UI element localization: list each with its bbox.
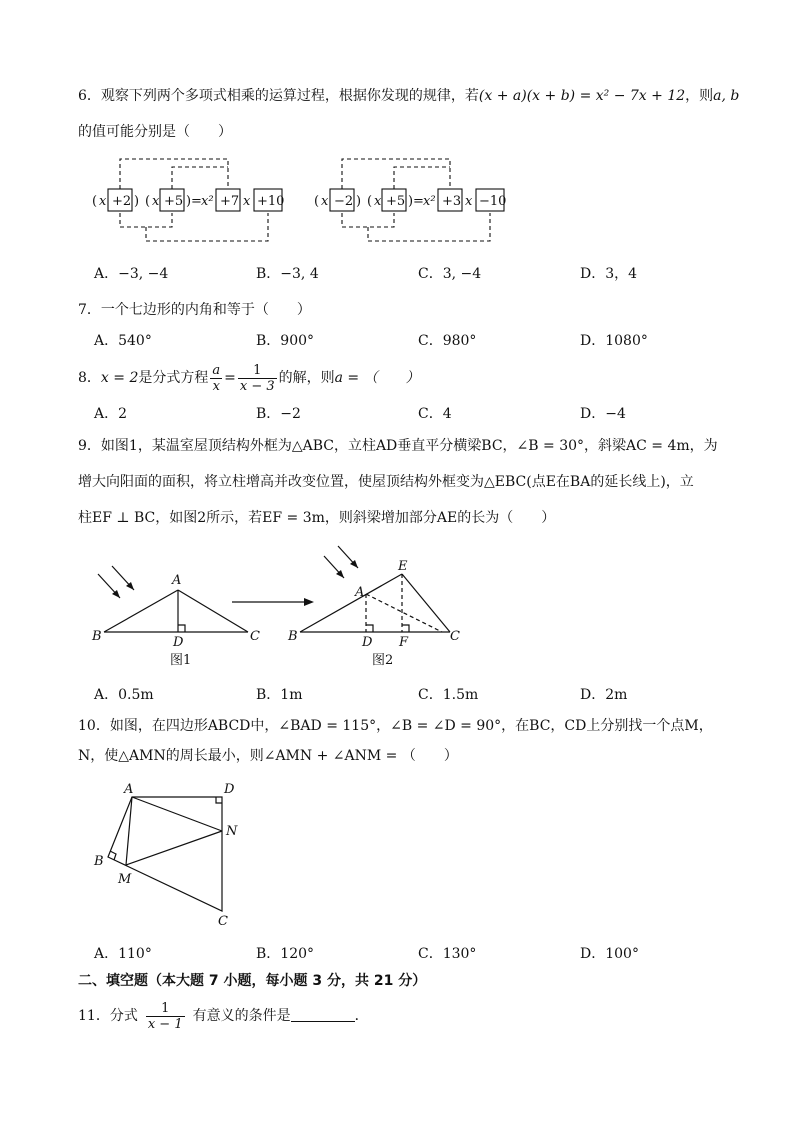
svg-text:(: ( <box>367 194 373 209</box>
svg-text:x²: x² <box>423 194 436 209</box>
svg-text:): ) <box>186 194 192 209</box>
q6-d2-c2: −10 <box>479 194 507 209</box>
svg-text:): ) <box>356 194 362 209</box>
q9-option-d[interactable]: D．2m <box>580 687 628 703</box>
svg-text:(: ( <box>314 194 320 209</box>
svg-text:=: = <box>191 194 202 209</box>
q6-option-a[interactable]: A．−3, −4 <box>94 266 169 282</box>
q9-line3: 柱EF ⊥ BC，如图2所示，若EF = 3m，则斜梁增加部分AE的长为（ ） <box>78 510 556 526</box>
q6-equation: (x + a)(x + b) = x² − 7x + 12 <box>478 88 686 104</box>
q9-fig1-label-a: A <box>172 573 182 588</box>
q11-answer-blank[interactable] <box>291 1007 355 1022</box>
q8-ask: a = （ ） <box>334 370 420 386</box>
q8-tail: 的解，则 <box>278 370 335 386</box>
q9-fig1-label-d: D <box>173 635 184 650</box>
q9-fig2-label-d: D <box>362 635 373 650</box>
q6-d2-f2: +5 <box>386 194 406 209</box>
svg-text:): ) <box>134 194 140 209</box>
svg-text:x: x <box>465 194 473 209</box>
q8-option-d[interactable]: D．−4 <box>580 406 626 422</box>
q11-tail: 有意义的条件是 <box>192 1008 291 1024</box>
q9-figures <box>88 540 468 670</box>
q8-cond: x = 2 <box>100 370 139 386</box>
q10-option-a[interactable]: A．110° <box>94 946 152 962</box>
q11-fraction: $\frac{1}{x - 1}$ <box>147 1000 183 1032</box>
q11-end: ． <box>354 1008 369 1024</box>
q9-fig1-label-c: C <box>250 629 260 644</box>
q6-stem-a: 6．观察下列两个多项式相乘的运算过程，根据你发现的规律，若 <box>78 88 479 104</box>
svg-text:x²: x² <box>201 194 214 209</box>
q10-label-b: B <box>94 854 104 869</box>
q6-d2-f1: −2 <box>334 194 354 209</box>
q6-option-c[interactable]: C．3, −4 <box>418 266 482 282</box>
svg-text:x: x <box>152 194 160 209</box>
q6-d2-c1: +3 <box>442 194 462 209</box>
q6-option-d[interactable]: D．3，4 <box>580 266 638 282</box>
svg-text:x: x <box>321 194 329 209</box>
q8-fraction-2: $\frac{1}{x - 3}$ <box>239 362 275 394</box>
q10-label-c: C <box>218 914 228 929</box>
q9-fig2-label-f: F <box>399 635 409 650</box>
q6-d1-c2: +10 <box>257 194 285 209</box>
q10-label-d: D <box>224 782 235 797</box>
q10-option-c[interactable]: C．130° <box>418 946 477 962</box>
q8-option-b[interactable]: B．−2 <box>256 406 301 422</box>
q9-fig2-label-c: C <box>450 629 460 644</box>
q6-d1-f2: +5 <box>164 194 184 209</box>
q7-stem: 7．一个七边形的内角和等于（ ） <box>78 302 311 318</box>
q6-stem-line2 <box>78 122 232 142</box>
svg-text:x: x <box>99 194 107 209</box>
q9-line2: 增大向阳面的面积，将立柱增高并改变位置，使屋顶结构外框变为△EBC(点E在BA的延长线上)，立 <box>78 474 694 490</box>
q9-fig2-label-a: A <box>355 585 365 600</box>
q9-fig1-caption: 图1 <box>170 653 192 668</box>
q6-vars: a, b <box>713 88 740 104</box>
q11-stem <box>78 1000 369 1032</box>
q8-option-c[interactable]: C．4 <box>418 406 452 422</box>
q10-option-d[interactable]: D．100° <box>580 946 639 962</box>
svg-text:(: ( <box>145 194 151 209</box>
q11-prefix: 11．分式 <box>78 1008 138 1024</box>
q9-option-b[interactable]: B．1m <box>256 687 303 703</box>
q6-diagrams <box>90 155 510 245</box>
q7-option-b[interactable]: B．900° <box>256 333 315 349</box>
q6-stem-b: ，则 <box>685 88 714 104</box>
q9-fig2-label-e: E <box>398 559 408 574</box>
q9-fig1-label-b: B <box>92 629 102 644</box>
q6-stem-line1 <box>78 86 739 106</box>
q10-line2: N，使△AMN的周长最小，则∠AMN + ∠ANM = （ ） <box>78 748 458 764</box>
q9-line1: 9．如图1，某温室屋顶结构外框为△ABC，立柱AD垂直平分横梁BC，∠B = 30°，斜梁AC = 4m，为 <box>78 438 718 454</box>
q8-fraction-1: $\frac{a}{x}$ <box>212 362 221 394</box>
q10-label-n: N <box>226 824 238 839</box>
q6-d1-f1: +2 <box>112 194 132 209</box>
q8-prefix: 8． <box>78 370 101 386</box>
q6-stem-c: 的值可能分别是（ ） <box>78 124 232 140</box>
svg-text:=: = <box>413 194 424 209</box>
q8-stem: 8．x = 2是分式方程 $\frac{a}{x}$ = $\frac{1}{x - 3}$ 的解，则a = （ ） <box>78 362 420 394</box>
q8-mid: 是分式方程 <box>138 370 209 386</box>
q9-option-c[interactable]: C．1.5m <box>418 687 479 703</box>
q10-label-a: A <box>124 782 134 797</box>
q7-option-d[interactable]: D．1080° <box>580 333 648 349</box>
q7-option-a[interactable]: A．540° <box>94 333 152 349</box>
q9-fig2-label-b: B <box>288 629 298 644</box>
q9-option-a[interactable]: A．0.5m <box>94 687 154 703</box>
q8-option-a[interactable]: A．2 <box>94 406 128 422</box>
q10-label-m: M <box>118 872 132 887</box>
q7-option-c[interactable]: C．980° <box>418 333 477 349</box>
q9-fig2-caption: 图2 <box>372 653 394 668</box>
q6-option-b[interactable]: B．−3, 4 <box>256 266 319 282</box>
q6-d1-c1: +7 <box>220 194 240 209</box>
svg-text:x: x <box>374 194 382 209</box>
q10-option-b[interactable]: B．120° <box>256 946 315 962</box>
section2-title: 二、填空题（本大题 7 小题，每小题 3 分，共 21 分） <box>78 973 427 989</box>
q10-line1: 10．如图，在四边形ABCD中，∠BAD = 115°，∠B = ∠D = 90°，在BC，CD上分别找一个点M， <box>78 718 713 734</box>
svg-text:): ) <box>408 194 414 209</box>
svg-text:(: ( <box>92 194 98 209</box>
svg-text:x: x <box>243 194 251 209</box>
q10-figure <box>88 775 258 935</box>
